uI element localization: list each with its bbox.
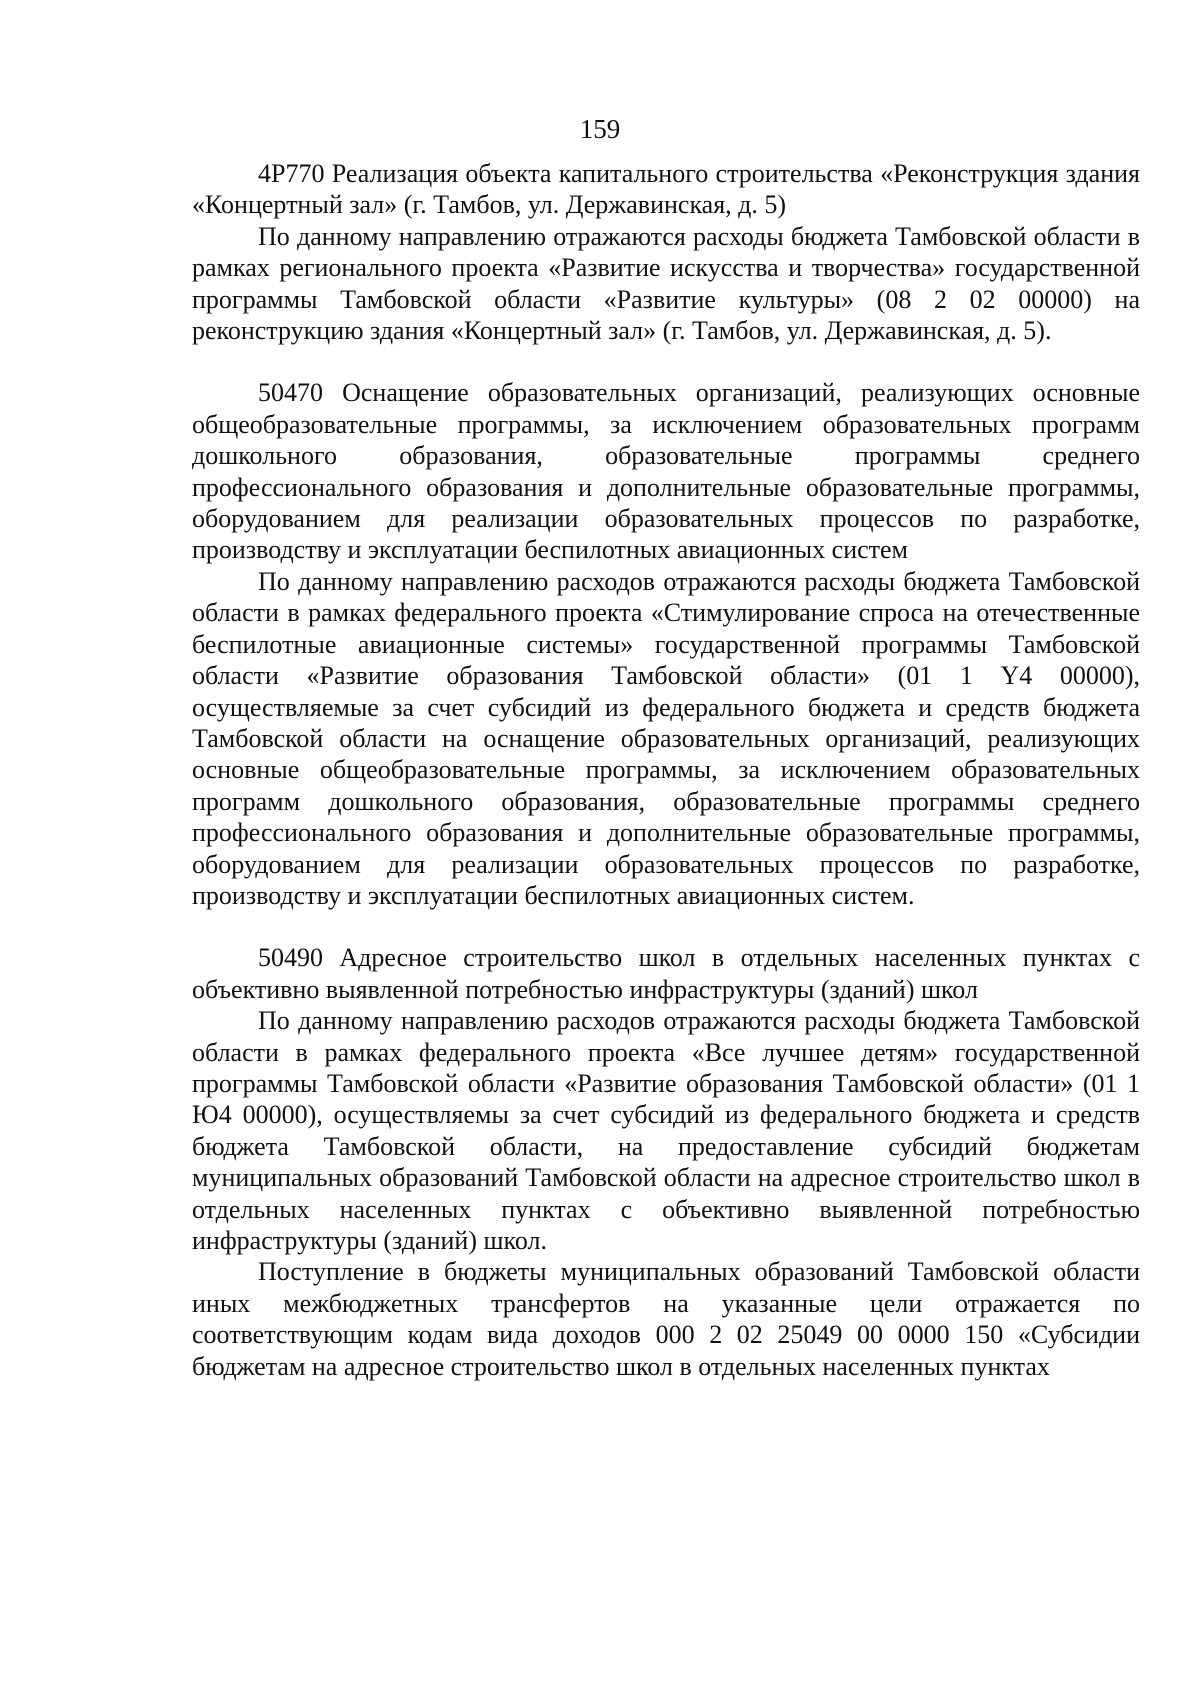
section-body-50470: По данному направлению расходов отражаются расходы бюджета Тамбовской области в рамках федерального проекта «Стимулирование спроса на отечественные беспилотные авиационные системы» государственной программы Тамбовской области «Развитие образования Тамбовской области» (01 1 Y4 00000), осуществляемые за счет субсидий из федерального бюджета и средств бюджета Тамбовской области на оснащение образовательных организаций, реализующих основные общеобразовательные программы, за исключением образовательных программ дошкольного образования, образовательные программы среднего профессионального образования и дополнительные образовательные программы, оборудованием для реализации образовательных процессов по разработке, производству и эксплуатации беспилотных авиационных систем.: [192, 566, 1140, 910]
document-body: [192, 158, 1140, 1382]
section-body-4p770: По данному направлению отражаются расходы бюджета Тамбовской области в рамках регионального проекта «Развитие искусства и творчества» государственной программы Тамбовской области «Развитие культуры» (08 2 02 00000) на реконструкцию здания «Концертный зал» (г. Тамбов, ул. Державинская, д. 5).: [192, 221, 1140, 346]
section-heading-4p770: 4Р770 Реализация объекта капитального строительства «Реконструкция здания «Концертный зал» (г. Тамбов, ул. Державинская, д. 5): [192, 159, 1140, 220]
section-body-50490-revenue: Поступление в бюджеты муниципальных образований Тамбовской области иных межбюджетных трансфертов на указанные цели отражается по соответствующим кодам вида доходов 000 2 02 25049 00 0000 150 «Субсидии бюджетам на адресное строительство школ в отдельных населенных пунктах: [192, 1257, 1140, 1381]
section-heading-50490: 50490 Адресное строительство школ в отдельных населенных пунктах с объективно выявленной потребностью инфраструктуры (зданий) школ: [192, 943, 1140, 1004]
page-number: 159: [579, 114, 621, 144]
section-body-50490: По данному направлению расходов отражаются расходы бюджета Тамбовской области в рамках федерального проекта «Все лучшее детям» государственной программы Тамбовской области «Развитие образования Тамбовской области» (01 1 Ю4 00000), осуществляемы за счет субсидий из федерального бюджета и средств бюджета Тамбовской области, на предоставление субсидий бюджетам муниципальных образований Тамбовской области на адресное строительство школ в отдельных населенных пунктах с объективно выявленной потребностью инфраструктуры (зданий) школ.: [192, 1006, 1140, 1255]
section-heading-50470: 50470 Оснащение образовательных организаций, реализующих основные общеобразовательные программы, за исключением образовательных программ дошкольного образования, образовательные программы среднего профессионального образования и дополнительные образовательные программы, оборудованием для реализации образовательных процессов по разработке, производству и эксплуатации беспилотных авиационных систем: [192, 378, 1140, 565]
